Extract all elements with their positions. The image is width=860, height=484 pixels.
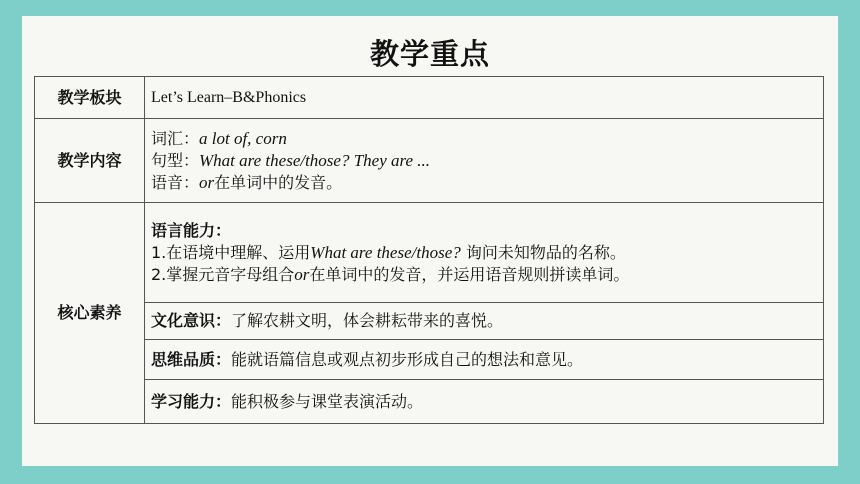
vocab-line [151,128,817,150]
culture-heading: 文化意识： [151,311,232,330]
page-title: 教学重点 [369,37,490,71]
language-item-2 [151,264,817,286]
learning-heading: 学习能力： [151,391,232,411]
language-cell [145,203,824,303]
item1-b: 询问未知物品的名称。 [460,242,626,262]
item2-b: 在单词中的发音，并运用语音规则拼读单词。 [309,264,630,284]
module-value: Let’s Learn–B&Phonics [145,77,824,119]
label-module: 教学板块 [35,77,145,119]
vocab-text: a lot of, corn [199,128,287,148]
sound-prefix: 语音： [151,172,200,192]
thinking-heading: 思维品质： [151,349,232,369]
item2-it: or [294,264,310,284]
language-item-1 [151,242,817,264]
table-row-learning [35,380,824,424]
culture-text: 了解农耕文明，体会耕耘带来的喜悦。 [231,311,504,330]
sound-line [151,172,817,194]
table-row-culture [35,303,824,340]
language-heading: 语言能力： [151,220,232,240]
item1-a: 1.在语境中理解、运用 [151,242,311,262]
label-content: 教学内容 [35,119,145,203]
item2-a: 2.掌握元音字母组合 [151,264,295,284]
item1-it: What are these/those? [310,242,461,262]
sound-suffix: 在单词中的发音。 [214,172,343,192]
table-row-language [35,203,824,303]
sentence-line [151,150,817,172]
thinking-text: 能就语篇信息或观点初步形成自己的想法和意见。 [231,349,584,369]
sentence-prefix: 句型： [151,150,200,170]
table-row-content [35,119,824,203]
sentence-text: What are these/those? They are ... [199,150,431,170]
thinking-cell [145,340,824,380]
content-cell [145,119,824,203]
learning-cell [145,380,824,424]
label-core: 核心素养 [35,203,145,424]
slide-panel [22,16,838,466]
table-row-module [35,77,824,119]
teaching-focus-table [34,76,824,424]
culture-cell [145,303,824,340]
learning-text: 能积极参与课堂表演活动。 [231,391,424,411]
vocab-prefix: 词汇： [151,128,200,148]
sound-word: or [199,172,215,192]
table-row-thinking [35,340,824,380]
